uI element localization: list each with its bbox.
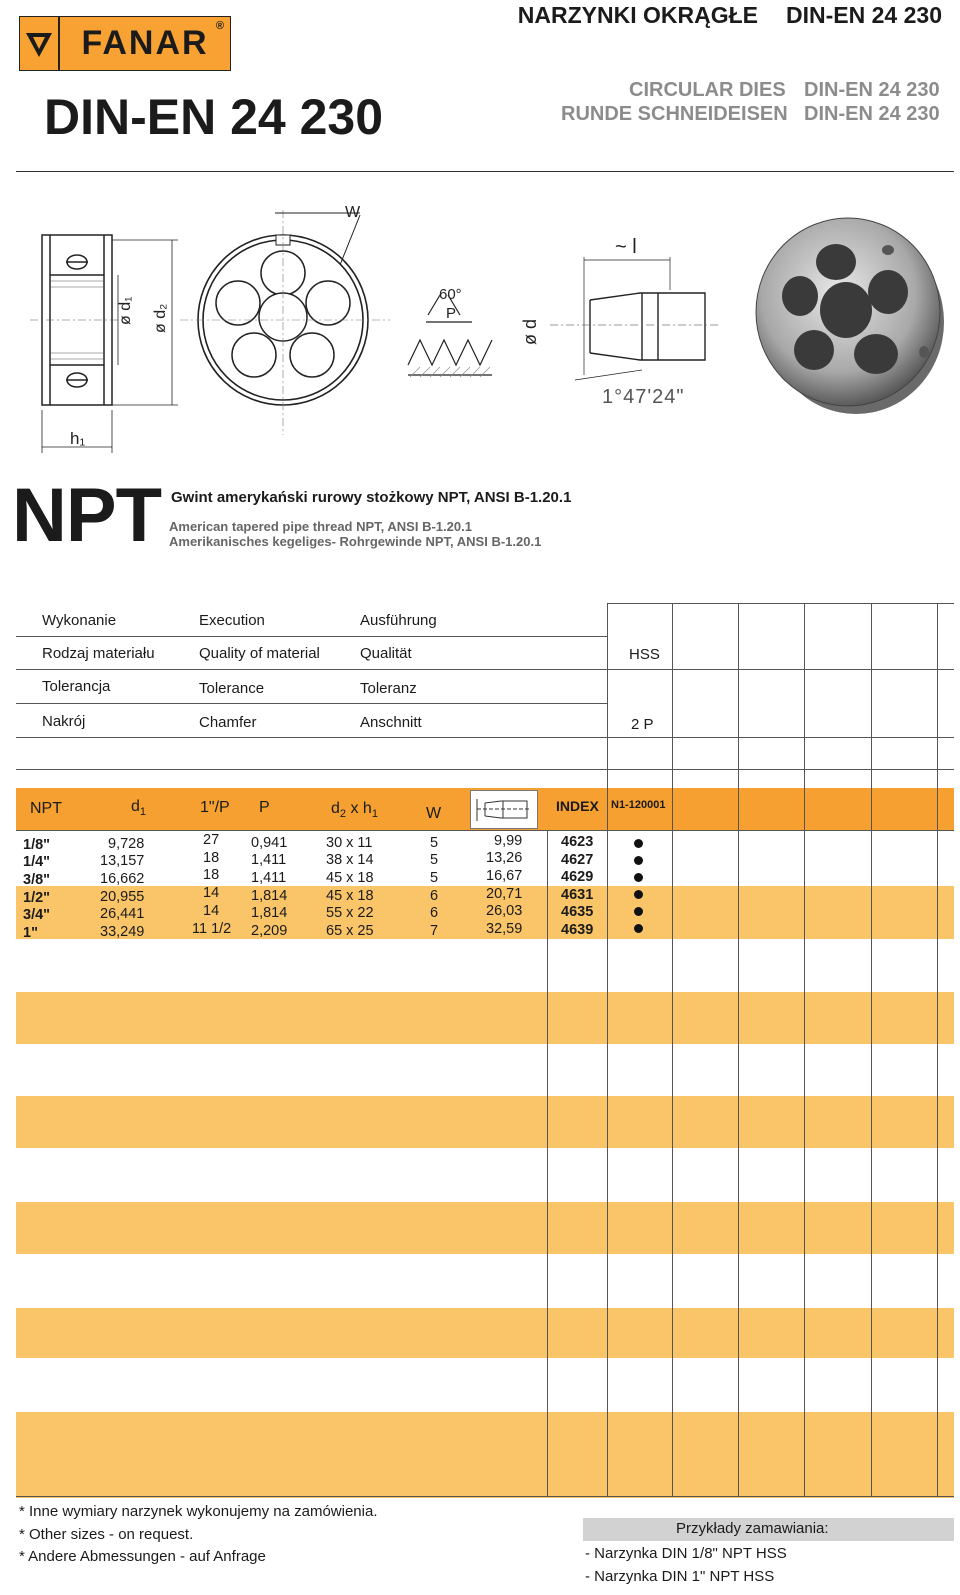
title-pl: NARZYNKI OKRĄGŁE bbox=[517, 2, 759, 28]
col-d1: $d_1$ bbox=[131, 798, 147, 819]
cell-d2h1: 65 x 25 bbox=[326, 923, 374, 939]
cell-tpi: 14 bbox=[203, 903, 220, 919]
cell-l: 13,26 bbox=[486, 850, 523, 866]
cell-d1: 9,728 bbox=[108, 836, 145, 852]
thread-desc-de: Amerikanisches kegeliges- Rohrgewinde NPT, ANSI B-1.20.1 bbox=[169, 534, 542, 549]
standard-de: DIN-EN 24 230 bbox=[804, 103, 940, 125]
col-d2h1: $d_2$ x $h_1$ bbox=[331, 800, 378, 821]
prop-en-0: Execution bbox=[199, 612, 265, 629]
cell-index: 4635 bbox=[561, 904, 594, 920]
row-band bbox=[16, 1308, 954, 1358]
cell-tpi: 18 bbox=[203, 850, 220, 866]
row-band bbox=[16, 1202, 954, 1254]
availability-dot bbox=[634, 873, 643, 882]
svg-text:h₁: h₁ bbox=[70, 429, 86, 448]
cell-tpi: 11 1/2 bbox=[192, 921, 232, 937]
svg-text:W: W bbox=[345, 204, 361, 221]
cell-w: 5 bbox=[430, 852, 439, 868]
thread-desc-pl: Gwint amerykański rurowy stożkowy NPT, ANSI B-1.20.1 bbox=[171, 489, 572, 506]
cell-tpi: 18 bbox=[203, 867, 220, 883]
svg-text:ø d₂: ø d₂ bbox=[152, 303, 169, 333]
cell-d1: 33,249 bbox=[100, 924, 145, 940]
cell-npt: 1/2" bbox=[23, 890, 51, 906]
col-length-icon bbox=[470, 790, 538, 829]
prop-de-0: Ausführung bbox=[360, 612, 437, 629]
cell-npt: 3/4" bbox=[23, 907, 51, 923]
row-band bbox=[16, 1096, 954, 1148]
svg-text:ø d₁: ø d₁ bbox=[117, 296, 134, 325]
cell-l: 26,03 bbox=[486, 903, 523, 919]
cell-p: 1,814 bbox=[251, 905, 288, 921]
title-de: RUNDE SCHNEIDEISEN bbox=[561, 103, 788, 125]
cell-p: 1,411 bbox=[251, 870, 287, 886]
cell-tpi: 14 bbox=[203, 885, 220, 901]
table-body bbox=[0, 832, 960, 942]
col-tpi: 1"/P bbox=[200, 799, 230, 816]
prop-de-1: Qualität bbox=[360, 645, 412, 662]
cell-w: 5 bbox=[430, 870, 439, 886]
cell-npt: 1/8" bbox=[23, 837, 51, 853]
cell-d2h1: 45 x 18 bbox=[326, 888, 374, 904]
prop-pl-3: Nakrój bbox=[42, 713, 86, 730]
thread-desc-en: American tapered pipe thread NPT, ANSI B-1.20.1 bbox=[169, 519, 472, 534]
cell-index: 4627 bbox=[561, 852, 594, 868]
row-band bbox=[16, 992, 954, 1044]
cell-d2h1: 38 x 14 bbox=[326, 852, 374, 868]
prop-de-2: Toleranz bbox=[360, 680, 417, 697]
cell-d2h1: 30 x 11 bbox=[326, 835, 373, 851]
prop-en-1: Quality of material bbox=[199, 645, 320, 662]
standard-en: DIN-EN 24 230 bbox=[804, 79, 940, 101]
example-1: - Narzynka DIN 1/8" NPT HSS bbox=[585, 1545, 787, 1562]
cell-d1: 13,157 bbox=[100, 853, 145, 869]
cell-index: 4631 bbox=[561, 887, 594, 903]
cell-w: 6 bbox=[430, 888, 439, 904]
cell-d1: 16,662 bbox=[100, 871, 145, 887]
svg-text:ø d: ø d bbox=[520, 318, 540, 345]
svg-text:~ l: ~ l bbox=[615, 236, 637, 258]
col-p: P bbox=[259, 799, 270, 816]
cell-d1: 20,955 bbox=[100, 889, 145, 905]
logo-text: FANAR bbox=[81, 24, 209, 62]
cell-index: 4639 bbox=[561, 922, 594, 938]
prop-pl-0: Wykonanie bbox=[42, 612, 117, 629]
availability-dot bbox=[634, 890, 643, 899]
cell-l: 20,71 bbox=[486, 886, 523, 902]
prop-en-3: Chamfer bbox=[199, 714, 257, 731]
cell-w: 5 bbox=[430, 835, 439, 851]
footer-note-en: * Other sizes - on request. bbox=[19, 1526, 194, 1543]
prop-value-3: 2 P bbox=[631, 716, 654, 733]
availability-dot bbox=[634, 924, 643, 933]
col-npt: NPT bbox=[30, 800, 62, 817]
cell-index: 4623 bbox=[561, 834, 594, 850]
cell-tpi: 27 bbox=[203, 832, 220, 848]
standard-pl: DIN-EN 24 230 bbox=[786, 2, 942, 28]
cell-d2h1: 55 x 22 bbox=[326, 905, 374, 921]
availability-dot bbox=[634, 839, 643, 848]
cell-l: 9,99 bbox=[494, 833, 523, 849]
col-code: N1-120001 bbox=[611, 799, 666, 811]
prop-value-1: HSS bbox=[629, 646, 660, 663]
availability-dot bbox=[634, 907, 643, 916]
cell-p: 2,209 bbox=[251, 923, 288, 939]
cell-npt: 1/4" bbox=[23, 854, 51, 870]
cell-w: 7 bbox=[430, 923, 439, 939]
cell-l: 16,67 bbox=[486, 868, 523, 884]
svg-text:60°: 60° bbox=[439, 286, 462, 303]
cell-d1: 26,441 bbox=[100, 906, 145, 922]
footer-note-de: * Andere Abmessungen - auf Anfrage bbox=[19, 1548, 266, 1565]
cell-index: 4629 bbox=[561, 869, 594, 885]
prop-pl-1: Rodzaj materiału bbox=[42, 645, 155, 662]
availability-dot bbox=[634, 856, 643, 865]
examples-title: Przykłady zamawiania: bbox=[676, 1520, 829, 1537]
prop-en-2: Tolerance bbox=[199, 680, 265, 697]
cell-p: 1,411 bbox=[251, 852, 287, 868]
cell-d2h1: 45 x 18 bbox=[326, 870, 374, 886]
thread-code: NPT bbox=[12, 473, 161, 558]
page-title: DIN-EN 24 230 bbox=[44, 89, 384, 145]
cell-p: 1,814 bbox=[251, 888, 288, 904]
prop-pl-2: Tolerancja bbox=[42, 678, 111, 695]
cell-npt: 1" bbox=[23, 925, 38, 941]
cell-p: 0,941 bbox=[251, 835, 288, 851]
svg-text:1°47'24": 1°47'24" bbox=[602, 386, 685, 408]
col-index: INDEX bbox=[556, 798, 599, 814]
svg-text:P: P bbox=[446, 305, 457, 322]
footer-note-pl: * Inne wymiary narzynek wykonujemy na zamówienia. bbox=[19, 1503, 378, 1520]
col-w: W bbox=[426, 805, 442, 822]
logo-reg-mark: ® bbox=[215, 20, 224, 32]
prop-de-3: Anschnitt bbox=[360, 714, 422, 731]
cell-l: 32,59 bbox=[486, 921, 523, 937]
title-en: CIRCULAR DIES bbox=[629, 79, 786, 101]
cell-npt: 3/8" bbox=[23, 872, 51, 888]
example-2: - Narzynka DIN 1" NPT HSS bbox=[585, 1568, 775, 1585]
cell-w: 6 bbox=[430, 905, 439, 921]
row-band bbox=[16, 1412, 954, 1498]
